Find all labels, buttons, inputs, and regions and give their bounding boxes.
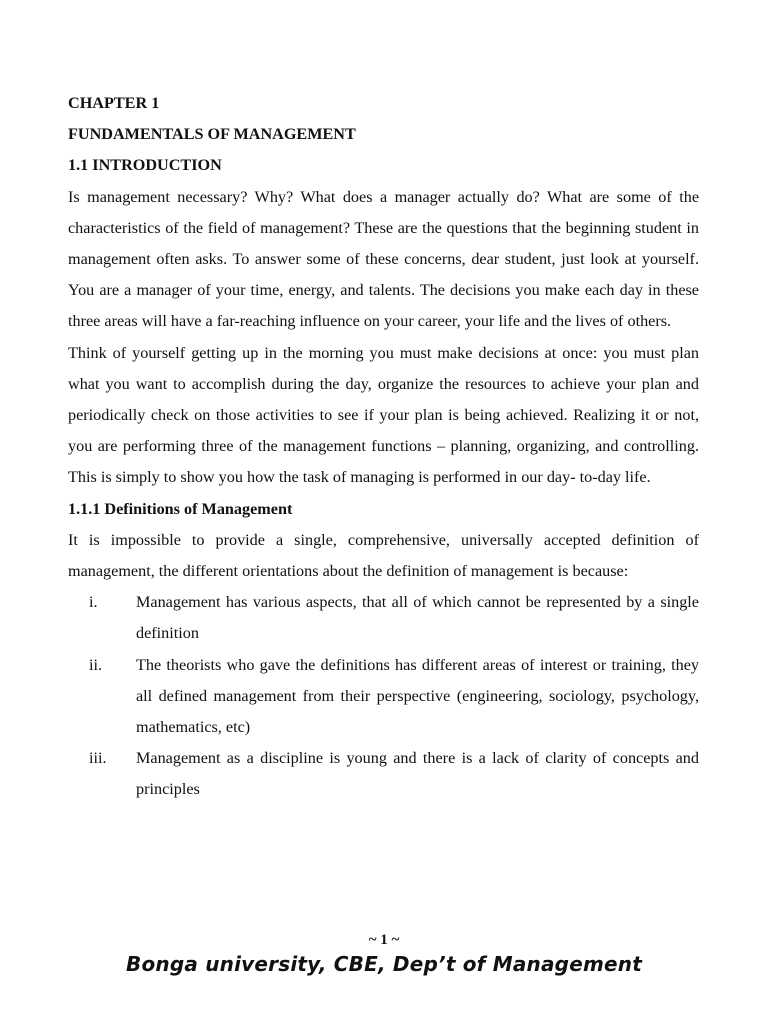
list-item xyxy=(68,587,699,649)
chapter-label: CHAPTER 1 xyxy=(68,94,160,112)
subsection-title: 1.1.1 Definitions of Management xyxy=(68,499,293,518)
list-item-text: The theorists who gave the definitions has different areas of interest or training, they all defined management from their perspective (engineering, sociology, psychology, mathematics, etc) xyxy=(136,655,699,737)
section-title: 1.1 INTRODUCTION xyxy=(68,156,222,175)
list-marker: iii. xyxy=(89,749,107,768)
chapter-title: FUNDAMENTALS OF MANAGEMENT xyxy=(68,125,356,144)
definitions-paragraph: It is impossible to provide a single, comprehensive, universally accepted definition of management, the different orientations about the definition of management is because: xyxy=(68,530,699,581)
intro-paragraph-1: Is management necessary? Why? What does a manager actually do? What are some of the characteristics of the field of management? These are the questions that the beginning student in management often asks. To answer some of these concerns, dear student, just look at yourself. You are a manager of your time, energy, and talents. The decisions you make each day in these three areas will have a far-reaching influence on your career, your life and the lives of others. xyxy=(68,187,699,331)
list-marker: i. xyxy=(89,593,98,612)
reasons-list xyxy=(68,587,699,805)
list-item-text: Management has various aspects, that all of which cannot be represented by a single definition xyxy=(136,593,699,643)
page-number: ~ 1 ~ xyxy=(368,932,400,948)
document-page xyxy=(68,88,699,806)
intro-paragraph-2: Think of yourself getting up in the morning you must make decisions at once: you must plan what you want to accomplish during the day, organize the resources to achieve your plan and periodically check on those activities to see if your plan is being achieved. Realizing it or not, you are performing three of the management functions – planning, organizing, and controlling. This is simply to show you how the task of managing is performed in our day- to-day life. xyxy=(68,343,699,487)
list-marker: ii. xyxy=(89,655,103,674)
footer-organization: Bonga university, CBE, Dep’t of Management xyxy=(126,952,642,976)
list-item xyxy=(68,650,699,744)
list-item xyxy=(68,743,699,805)
list-item-text: Management as a discipline is young and there is a lack of clarity of concepts and principles xyxy=(136,749,699,799)
